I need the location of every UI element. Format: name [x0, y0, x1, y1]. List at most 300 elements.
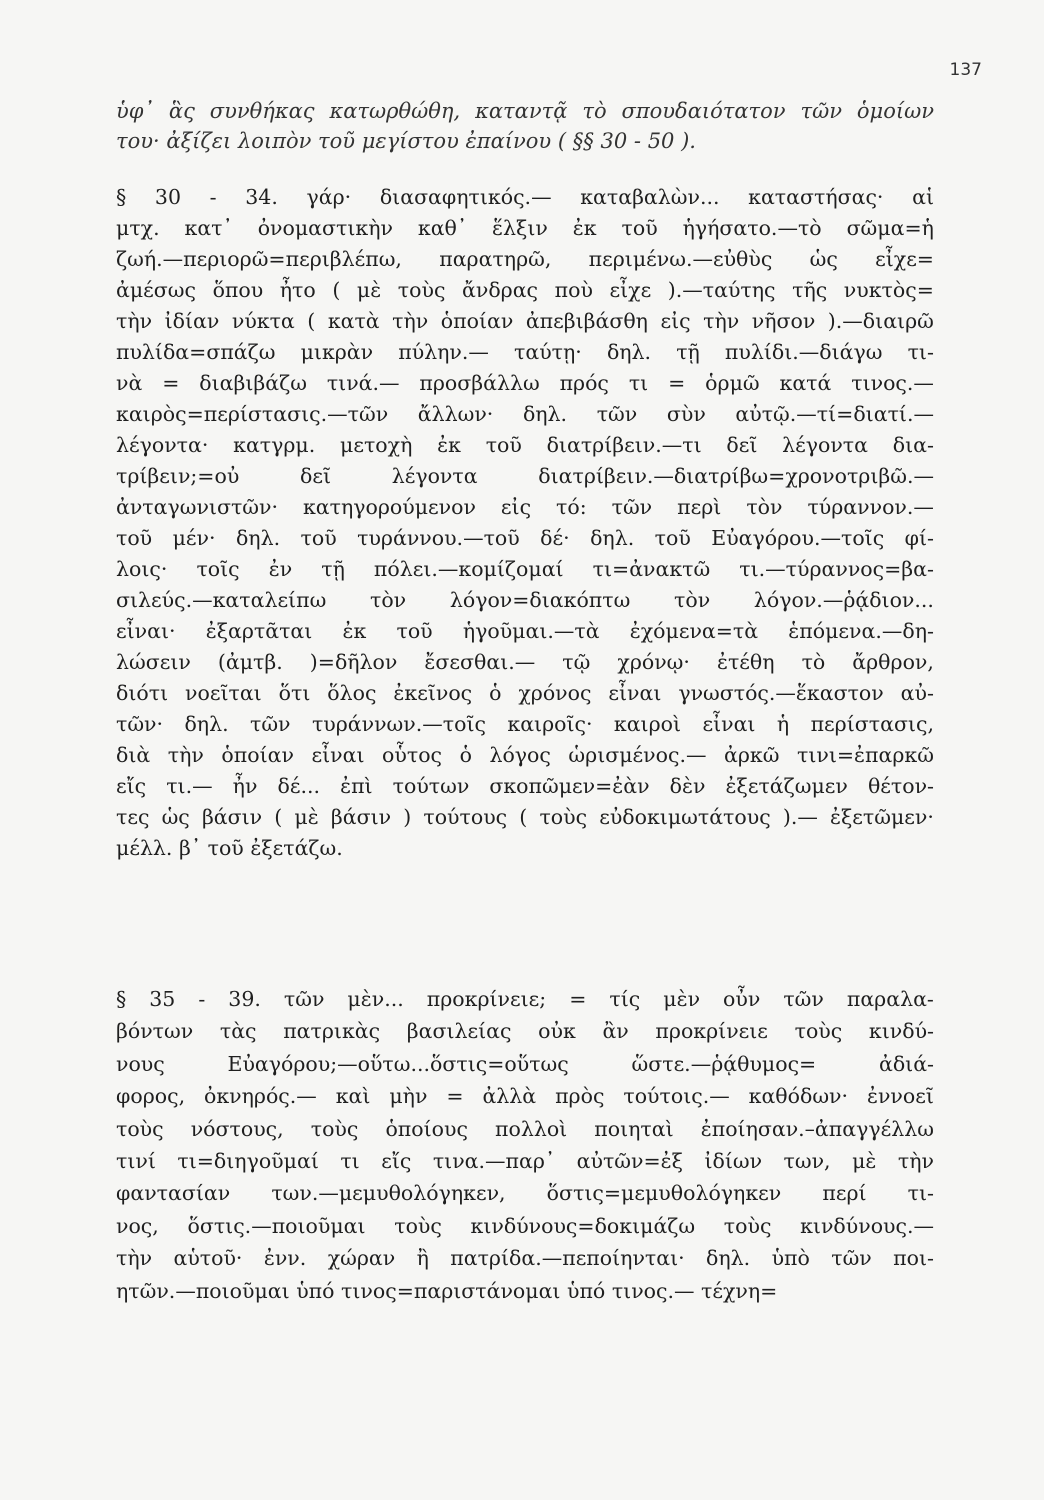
word: μτχ.: [116, 216, 160, 240]
word: ἢ: [416, 1246, 429, 1271]
word: παρατηρῶ,: [439, 247, 552, 271]
word: δηλ.: [235, 526, 281, 550]
section-35-39: [116, 983, 934, 1307]
word: πατρικὰς: [283, 1019, 381, 1044]
word: τὴν: [897, 1148, 934, 1173]
word: τινος.—: [851, 371, 934, 395]
text-line: [116, 709, 934, 740]
word: περί: [822, 1181, 867, 1206]
word: τῶν: [800, 99, 842, 123]
word: ἐν: [268, 557, 293, 581]
text-line: [116, 1080, 934, 1112]
word: τὸν: [370, 588, 407, 612]
word: τοῦ: [654, 526, 691, 550]
word: τῶν: [250, 712, 291, 736]
word: ἐκεῖνος: [393, 681, 473, 705]
word: τι=ἀνακτῶ: [592, 557, 711, 581]
word: τούτους: [423, 805, 508, 829]
text-line: [116, 647, 934, 678]
word: διότι: [116, 681, 169, 705]
word: ἰδίαν: [164, 309, 220, 333]
word: τι.—τύραννος=βα-: [739, 557, 934, 581]
text-line: [116, 1048, 934, 1080]
text-line: [116, 616, 934, 647]
word: 39.: [228, 987, 261, 1011]
word: ).: [681, 129, 696, 153]
word: -: [209, 185, 217, 209]
text-line: [116, 368, 934, 399]
word: κατωρθώθη,: [329, 99, 461, 123]
word: τῶν·: [116, 712, 164, 736]
text-line: [116, 275, 934, 306]
word: τὴν: [167, 743, 204, 767]
text-line: [116, 802, 934, 833]
word: διὰ: [116, 743, 151, 767]
word: αὑτοῦ·: [173, 1246, 243, 1271]
text-line: [116, 399, 934, 430]
word: τῶν: [831, 1246, 872, 1271]
word: ἐννοεῖ: [866, 1084, 934, 1109]
word: καιροῖς·: [507, 712, 593, 736]
word: τοὺς: [397, 278, 446, 302]
word: ὅστις.—ποιοῦμαι: [187, 1213, 366, 1238]
text-line: [116, 96, 934, 126]
word: ὁποίαν: [440, 309, 514, 333]
word: χώραν: [327, 1246, 396, 1271]
word: καιροὶ: [613, 712, 682, 736]
text-line: [116, 523, 934, 554]
word: μέλλ.: [116, 836, 173, 860]
text-line: [116, 1015, 934, 1047]
word: 30: [600, 129, 628, 153]
word: ἀλλὰ: [482, 1084, 537, 1109]
word: τι.—: [166, 774, 213, 798]
word: τὸ: [582, 99, 607, 123]
word: κινδύνους=δοκιμάζω: [470, 1213, 696, 1238]
word: εἶχε: [609, 278, 652, 302]
word: τῆς: [792, 278, 828, 302]
word: τῶν: [596, 402, 638, 426]
word: ζωή.—περιορῶ=περιβλέπω,: [116, 247, 402, 271]
word: μικρὰν: [300, 340, 374, 364]
word: τῶν: [611, 495, 653, 519]
word: προσβάλλω: [419, 371, 540, 395]
word: ἄλλων·: [417, 402, 494, 426]
word: νύκτα: [231, 309, 295, 333]
word: μεγίστου: [361, 129, 459, 153]
text-line: [116, 740, 934, 771]
word: τὸ: [801, 650, 826, 674]
word: διαβιβάζω: [199, 371, 307, 395]
word: τινι=ἐπαρκῶ: [797, 743, 934, 767]
word: δηλ.: [606, 340, 652, 364]
word: ἡ: [776, 712, 790, 736]
text-line: [116, 1145, 934, 1177]
word: εἶναι·: [116, 619, 176, 643]
word: τινα.—παρ᾽: [432, 1148, 556, 1173]
word: ὑπό: [567, 1278, 606, 1303]
word: λόγος: [489, 743, 551, 767]
word: ὑφ᾽: [116, 99, 154, 123]
word: δηλ.: [590, 526, 635, 550]
word: ἐκ: [437, 433, 461, 457]
word: ὁ: [459, 743, 472, 767]
word: ).—διαιρῶ: [827, 309, 934, 333]
text-line: [116, 244, 934, 275]
word: νοεῖται: [185, 681, 262, 705]
word: ποι-: [893, 1246, 934, 1271]
word: πυλίδα=σπάζω: [116, 340, 276, 364]
word: τοὺς: [539, 805, 588, 829]
word: μὲν...: [347, 987, 404, 1011]
text-line: [116, 126, 934, 156]
word: τέχνη=: [701, 1278, 778, 1303]
word: ἐποίησαν.–ἀπαγγέλλω: [700, 1116, 934, 1141]
word: τὴν: [703, 309, 740, 333]
word: μὲ: [356, 278, 382, 302]
page-number: 137: [949, 60, 982, 80]
word: τῶν: [783, 987, 824, 1011]
word: τινί: [116, 1148, 156, 1173]
word: =: [446, 1084, 464, 1109]
word: θέτον-: [867, 774, 934, 798]
word: χρόνῳ·: [617, 650, 690, 674]
word: τούτων: [392, 774, 470, 798]
word: πρὸς: [555, 1084, 605, 1109]
word: 35: [149, 987, 176, 1011]
word: δέ...: [277, 774, 320, 798]
word: εἴς: [381, 1148, 412, 1173]
word: ὀκνηρός.—: [204, 1084, 317, 1109]
word: δέ·: [540, 526, 570, 550]
word: διασαφητικός.—: [379, 185, 552, 209]
word: δὲν: [669, 774, 706, 798]
word: εἰς: [500, 495, 532, 519]
word: ἡγοῦμαι.—τὰ: [462, 619, 600, 643]
word: μὲ: [294, 805, 319, 829]
word: ἐχόμενα=τὰ: [629, 619, 759, 643]
word: μετοχὴ: [340, 433, 413, 457]
word: τοῦ: [207, 836, 244, 860]
word: λώσειν: [116, 650, 191, 674]
word: τι=διηγοῦμαί: [177, 1148, 319, 1173]
word: περιμένω.—εὐθὺς: [588, 247, 773, 271]
word: ἂν: [602, 1019, 629, 1044]
word: Εὐαγόρου;—οὕτω...ὅστις=οὕτως: [227, 1051, 569, 1076]
word: ἀδιά-: [878, 1051, 934, 1076]
word: ὅλος: [327, 681, 377, 705]
word: ποὺ: [554, 278, 593, 302]
word: τὰς: [219, 1019, 257, 1044]
word: τινά.—: [326, 371, 400, 395]
word: οὐκ: [538, 1019, 576, 1044]
word: μέν·: [172, 526, 216, 550]
word: σῶμα=ἡ: [846, 216, 934, 240]
text-line: [116, 1177, 934, 1209]
word: περίστασις,: [810, 712, 934, 736]
word: κατηγορούμενον: [302, 495, 476, 519]
word: τοὺς: [310, 1116, 359, 1141]
word: πυλίδι.—διάγω: [724, 340, 883, 364]
word: οὗτος: [382, 743, 443, 767]
word: (: [307, 309, 316, 333]
word: ).—ταύτης: [667, 278, 776, 302]
word: πολλοὶ: [495, 1116, 568, 1141]
word: τινος=παριστάνομαι: [341, 1278, 561, 1303]
word: ἃς: [168, 99, 195, 123]
word: βάσιν: [330, 805, 392, 829]
word: σκοπῶμεν=ἐὰν: [489, 774, 650, 798]
text-line: [116, 182, 934, 213]
word: λέγοντα·: [116, 433, 209, 457]
word: εἰς: [660, 309, 691, 333]
word: ἐτέθη: [716, 650, 775, 674]
word: νόστους,: [190, 1116, 284, 1141]
word: τοῦ: [300, 526, 337, 550]
word: τοῦ: [318, 129, 356, 153]
text-line: [116, 430, 934, 461]
word: καθόδων·: [748, 1084, 849, 1109]
word: σὺν: [666, 402, 706, 426]
word: τύραννον.—: [807, 495, 934, 519]
word: ἄρθρον,: [852, 650, 934, 674]
word: φαντασίαν: [116, 1181, 231, 1206]
text-line: [116, 1242, 934, 1274]
word: φί-: [904, 526, 934, 550]
word: ὁμοίων: [856, 99, 934, 123]
word: τοὺς: [794, 1019, 843, 1044]
text-line: [116, 983, 934, 1015]
word: τυράννου.—τοῦ: [357, 526, 520, 550]
word: τοὺς: [116, 1116, 164, 1141]
word: δεῖ: [726, 433, 758, 457]
word: των.—μεμυθολόγηκεν,: [271, 1181, 506, 1206]
word: τοῖς: [196, 557, 240, 581]
word: κατ᾽: [184, 216, 233, 240]
word: ἐπαίνου: [465, 129, 552, 153]
word: (: [519, 805, 528, 829]
word: κατγρμ.: [233, 433, 316, 457]
word: αὐτῶν=ἐξ: [576, 1148, 683, 1173]
word: εἶναι: [702, 712, 756, 736]
word: διατρίβειν.—τι: [546, 433, 702, 457]
word: -: [198, 987, 206, 1011]
word: κινδύνους.—: [800, 1213, 934, 1238]
word: νους: [116, 1051, 165, 1076]
word: ὑπὸ: [771, 1246, 810, 1271]
word: λέγοντα: [782, 433, 868, 457]
word: τινος.—: [611, 1278, 695, 1303]
word: ἐξετάζωμεν: [725, 774, 848, 798]
word: των,: [783, 1148, 831, 1173]
word: τοὺς: [723, 1213, 772, 1238]
word: =: [569, 987, 587, 1011]
text-line: [116, 678, 934, 709]
word: πατρίδα.—πεποίηνται·: [450, 1246, 685, 1271]
word: τῇ: [321, 557, 345, 581]
word: κατά: [779, 371, 832, 395]
word: τι: [628, 371, 649, 395]
word: ὁποίαν: [221, 743, 294, 767]
word: εἶναι: [608, 681, 662, 705]
word: ὥστε.—ῥᾴθυμος=: [631, 1051, 817, 1076]
word: γνωστός.—ἕκαστον: [678, 681, 884, 705]
word: ὁ: [489, 681, 502, 705]
word: ἀρκῶ: [724, 743, 780, 767]
word: τι-: [907, 1181, 934, 1206]
word: εὐδοκιμωτάτους: [599, 805, 771, 829]
word: τῷ: [562, 650, 591, 674]
text-line: [116, 337, 934, 368]
word: προκρίνειε: [655, 1019, 768, 1044]
word: ).—: [782, 805, 818, 829]
word: ἑπόμενα.—δη-: [788, 619, 934, 643]
word: προκρίνειε;: [426, 987, 547, 1011]
word: λοιπὸν: [237, 129, 312, 153]
word: τίς: [609, 987, 641, 1011]
word: κινδύ-: [868, 1019, 934, 1044]
word: μὲν: [663, 987, 701, 1011]
word: βασιλείας: [406, 1019, 512, 1044]
word: ἔσεσθαι.—: [424, 650, 536, 674]
word: δηλ.: [522, 402, 568, 426]
word: δηλ.: [706, 1246, 751, 1271]
intro-paragraph: [116, 96, 934, 156]
word: (: [274, 805, 283, 829]
word: λέγοντα: [391, 464, 478, 488]
word: ὅτι: [278, 681, 311, 705]
word: πύλην.—: [398, 340, 489, 364]
word: βόντων: [116, 1019, 194, 1044]
word: τι-: [907, 340, 934, 364]
word: συνθήκας: [209, 99, 315, 123]
word: αἱ: [912, 185, 934, 209]
word: §§: [572, 129, 594, 153]
word: καθ᾽: [417, 216, 468, 240]
word: νῆσον: [751, 309, 816, 333]
word: Εὐαγόρου.—τοῖς: [711, 526, 885, 550]
word: ταύτῃ·: [514, 340, 582, 364]
word: πόλει.—κομίζομαί: [373, 557, 564, 581]
word: νος,: [116, 1213, 159, 1238]
text-line: [116, 1210, 934, 1242]
text-line: [116, 492, 934, 523]
word: ητῶν.—ποιοῦμαι: [116, 1278, 290, 1303]
word: τὴν: [116, 1246, 153, 1271]
word: καὶ: [335, 1084, 371, 1109]
text-line: [116, 1113, 934, 1145]
word: τοῦ: [396, 619, 433, 643]
word: ἀμέσως: [116, 278, 196, 302]
word: τοὺς: [394, 1213, 442, 1238]
text-line: [116, 771, 934, 802]
word: γάρ·: [306, 185, 352, 209]
word: λόγον.—ῥᾴδιον...: [753, 588, 934, 612]
word: λόγον=διακόπτω: [449, 588, 631, 612]
word: ἐκ: [342, 619, 367, 643]
word: ἐνν.: [263, 1246, 307, 1271]
word: τὴν: [116, 309, 153, 333]
text-line: [116, 833, 934, 864]
word: περὶ: [677, 495, 722, 519]
text-line: [116, 554, 934, 585]
word: ὅπου: [212, 278, 264, 302]
word: ἐπὶ: [340, 774, 373, 798]
word: κατὰ: [327, 309, 380, 333]
word: σιλεύς.—καταλείπω: [116, 588, 327, 612]
word: (ἀμτβ.: [217, 650, 283, 674]
word: αὐ-: [900, 681, 934, 705]
word: §: [116, 185, 127, 209]
text-line: [116, 461, 934, 492]
word: τοῦ: [621, 216, 658, 240]
word: ποιηταὶ: [594, 1116, 674, 1141]
word: καταβαλὼν...: [580, 185, 720, 209]
word: τυράννων.—τοῖς: [311, 712, 486, 736]
word: τούτοις.—: [623, 1084, 730, 1109]
word: φορος,: [116, 1084, 186, 1109]
word: ἐξαρτᾶται: [205, 619, 313, 643]
word: 50: [647, 129, 675, 153]
word: νὰ: [116, 371, 143, 395]
word: νυκτὸς=: [843, 278, 934, 302]
word: 30: [154, 185, 181, 209]
word: (: [332, 278, 341, 302]
text-line: [116, 1275, 934, 1307]
word: μὲ: [852, 1148, 877, 1173]
word: τό:: [556, 495, 587, 519]
word: ὅστις=μεμυθολόγηκεν: [546, 1181, 782, 1206]
word: ὑπό: [296, 1278, 335, 1303]
word: ἄνδρας: [462, 278, 539, 302]
word: τοῦ: [116, 526, 153, 550]
word: β᾽: [178, 836, 202, 860]
word: διατρίβειν.—διατρίβω=χρονοτριβῶ.—: [538, 464, 934, 488]
word: οὖν: [723, 987, 761, 1011]
word: εἴς: [116, 774, 147, 798]
word: καταστήσας·: [748, 185, 884, 209]
word: εἶναι: [311, 743, 365, 767]
word: (: [557, 129, 567, 153]
word: τῇ: [676, 340, 700, 364]
section-30-34: [116, 182, 934, 864]
text-line: [116, 306, 934, 337]
word: τὸν: [674, 588, 711, 612]
word: ἐξετάζω.: [250, 836, 343, 860]
word: χρόνος: [518, 681, 592, 705]
text-line: [116, 585, 934, 616]
word: ὁρμῶ: [705, 371, 760, 395]
word: τι: [340, 1148, 360, 1173]
word: λοις·: [116, 557, 168, 581]
word: ἀπεβιβάσθη: [525, 309, 648, 333]
text-line: [116, 213, 934, 244]
word: ἐκ: [572, 216, 597, 240]
word: =: [668, 371, 686, 395]
word: ἀνταγωνιστῶν·: [116, 495, 278, 519]
word: ὁποίους: [385, 1116, 468, 1141]
word: )=δῆλον: [309, 650, 398, 674]
word: καιρὸς=περίστασις.—τῶν: [116, 402, 389, 426]
word: σπουδαιότατον: [621, 99, 786, 123]
word: βάσιν: [201, 805, 263, 829]
word: ἰδίων: [704, 1148, 763, 1173]
word: ἀξίζει: [166, 129, 232, 153]
word: καταντᾷ: [475, 99, 568, 123]
word: §: [116, 987, 127, 1011]
word: δηλ.: [184, 712, 229, 736]
word: τῶν: [283, 987, 325, 1011]
